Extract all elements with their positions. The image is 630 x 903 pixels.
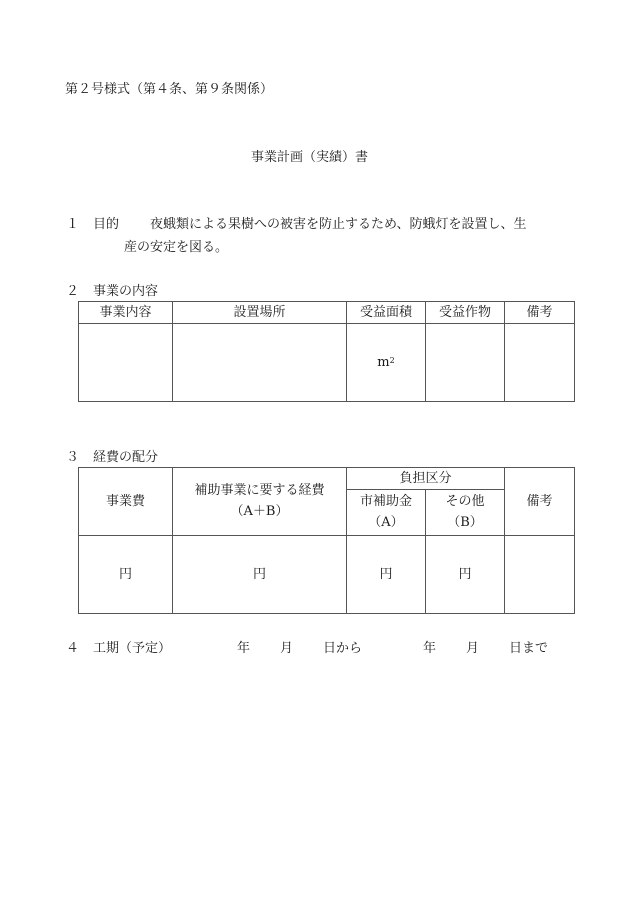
header-benefit-area: 受益面積 xyxy=(347,302,426,324)
header-installation-site: 設置場所 xyxy=(173,302,347,324)
end-month-label: 月 xyxy=(466,641,480,656)
cell-project-cost[interactable] xyxy=(79,536,173,614)
cell-business-content[interactable] xyxy=(79,324,173,402)
end-year-label: 年 xyxy=(423,641,437,656)
section2-heading: 事業の内容 xyxy=(93,284,159,299)
business-content-table xyxy=(78,301,575,402)
document-title: 事業計画（実績）書 xyxy=(251,150,369,165)
cell-cost-remarks[interactable] xyxy=(505,536,575,614)
cell-city-subsidy[interactable] xyxy=(347,536,426,614)
section1-text-line2: 産の安定を図る。 xyxy=(124,240,229,255)
section3-number: ３ xyxy=(66,450,80,465)
header-project-cost: 事業費 xyxy=(79,468,173,536)
form-number-label: 第２号様式（第４条、第９条関係） xyxy=(65,82,274,97)
section1-number: １ xyxy=(66,217,80,232)
yen-unit: 円 xyxy=(379,566,393,582)
yen-unit: 円 xyxy=(458,566,472,582)
area-unit: $m^2$ xyxy=(377,354,395,370)
cell-subsidized-cost[interactable] xyxy=(173,536,347,614)
cell-benefit-area[interactable] xyxy=(347,324,426,402)
yen-unit: 円 xyxy=(252,566,266,582)
section2-number: ２ xyxy=(66,284,80,299)
section3-heading: 経費の配分 xyxy=(93,450,159,465)
start-day-label: 日から xyxy=(323,641,363,656)
start-year-label: 年 xyxy=(237,641,251,656)
header-remarks: 備考 xyxy=(505,302,575,324)
end-day-label: 日まで xyxy=(509,641,549,656)
cell-benefit-crop[interactable] xyxy=(426,324,505,402)
cell-installation-site[interactable] xyxy=(173,324,347,402)
cell-other[interactable] xyxy=(426,536,505,614)
header-business-content: 事業内容 xyxy=(79,302,173,324)
section4-number: ４ xyxy=(66,641,80,656)
section1-text-line1: 夜蛾類による果樹への被害を防止するため、防蛾灯を設置し、生 xyxy=(150,217,527,232)
cell-remarks[interactable] xyxy=(505,324,575,402)
header-burden-category: 負担区分 xyxy=(347,468,505,490)
yen-unit: 円 xyxy=(118,566,132,582)
section4-heading: 工期（予定） xyxy=(93,641,172,656)
header-benefit-crop: 受益作物 xyxy=(426,302,505,324)
header-cost-remarks: 備考 xyxy=(505,468,575,536)
header-city-subsidy: 市補助金 （A） xyxy=(347,490,426,536)
cost-allocation-table xyxy=(78,467,575,614)
header-subsidized-cost: 補助事業に要する経費 （A＋B） xyxy=(173,468,347,536)
start-month-label: 月 xyxy=(280,641,294,656)
section1-heading: 目的 xyxy=(93,217,120,232)
header-other: その他 （B） xyxy=(426,490,505,536)
